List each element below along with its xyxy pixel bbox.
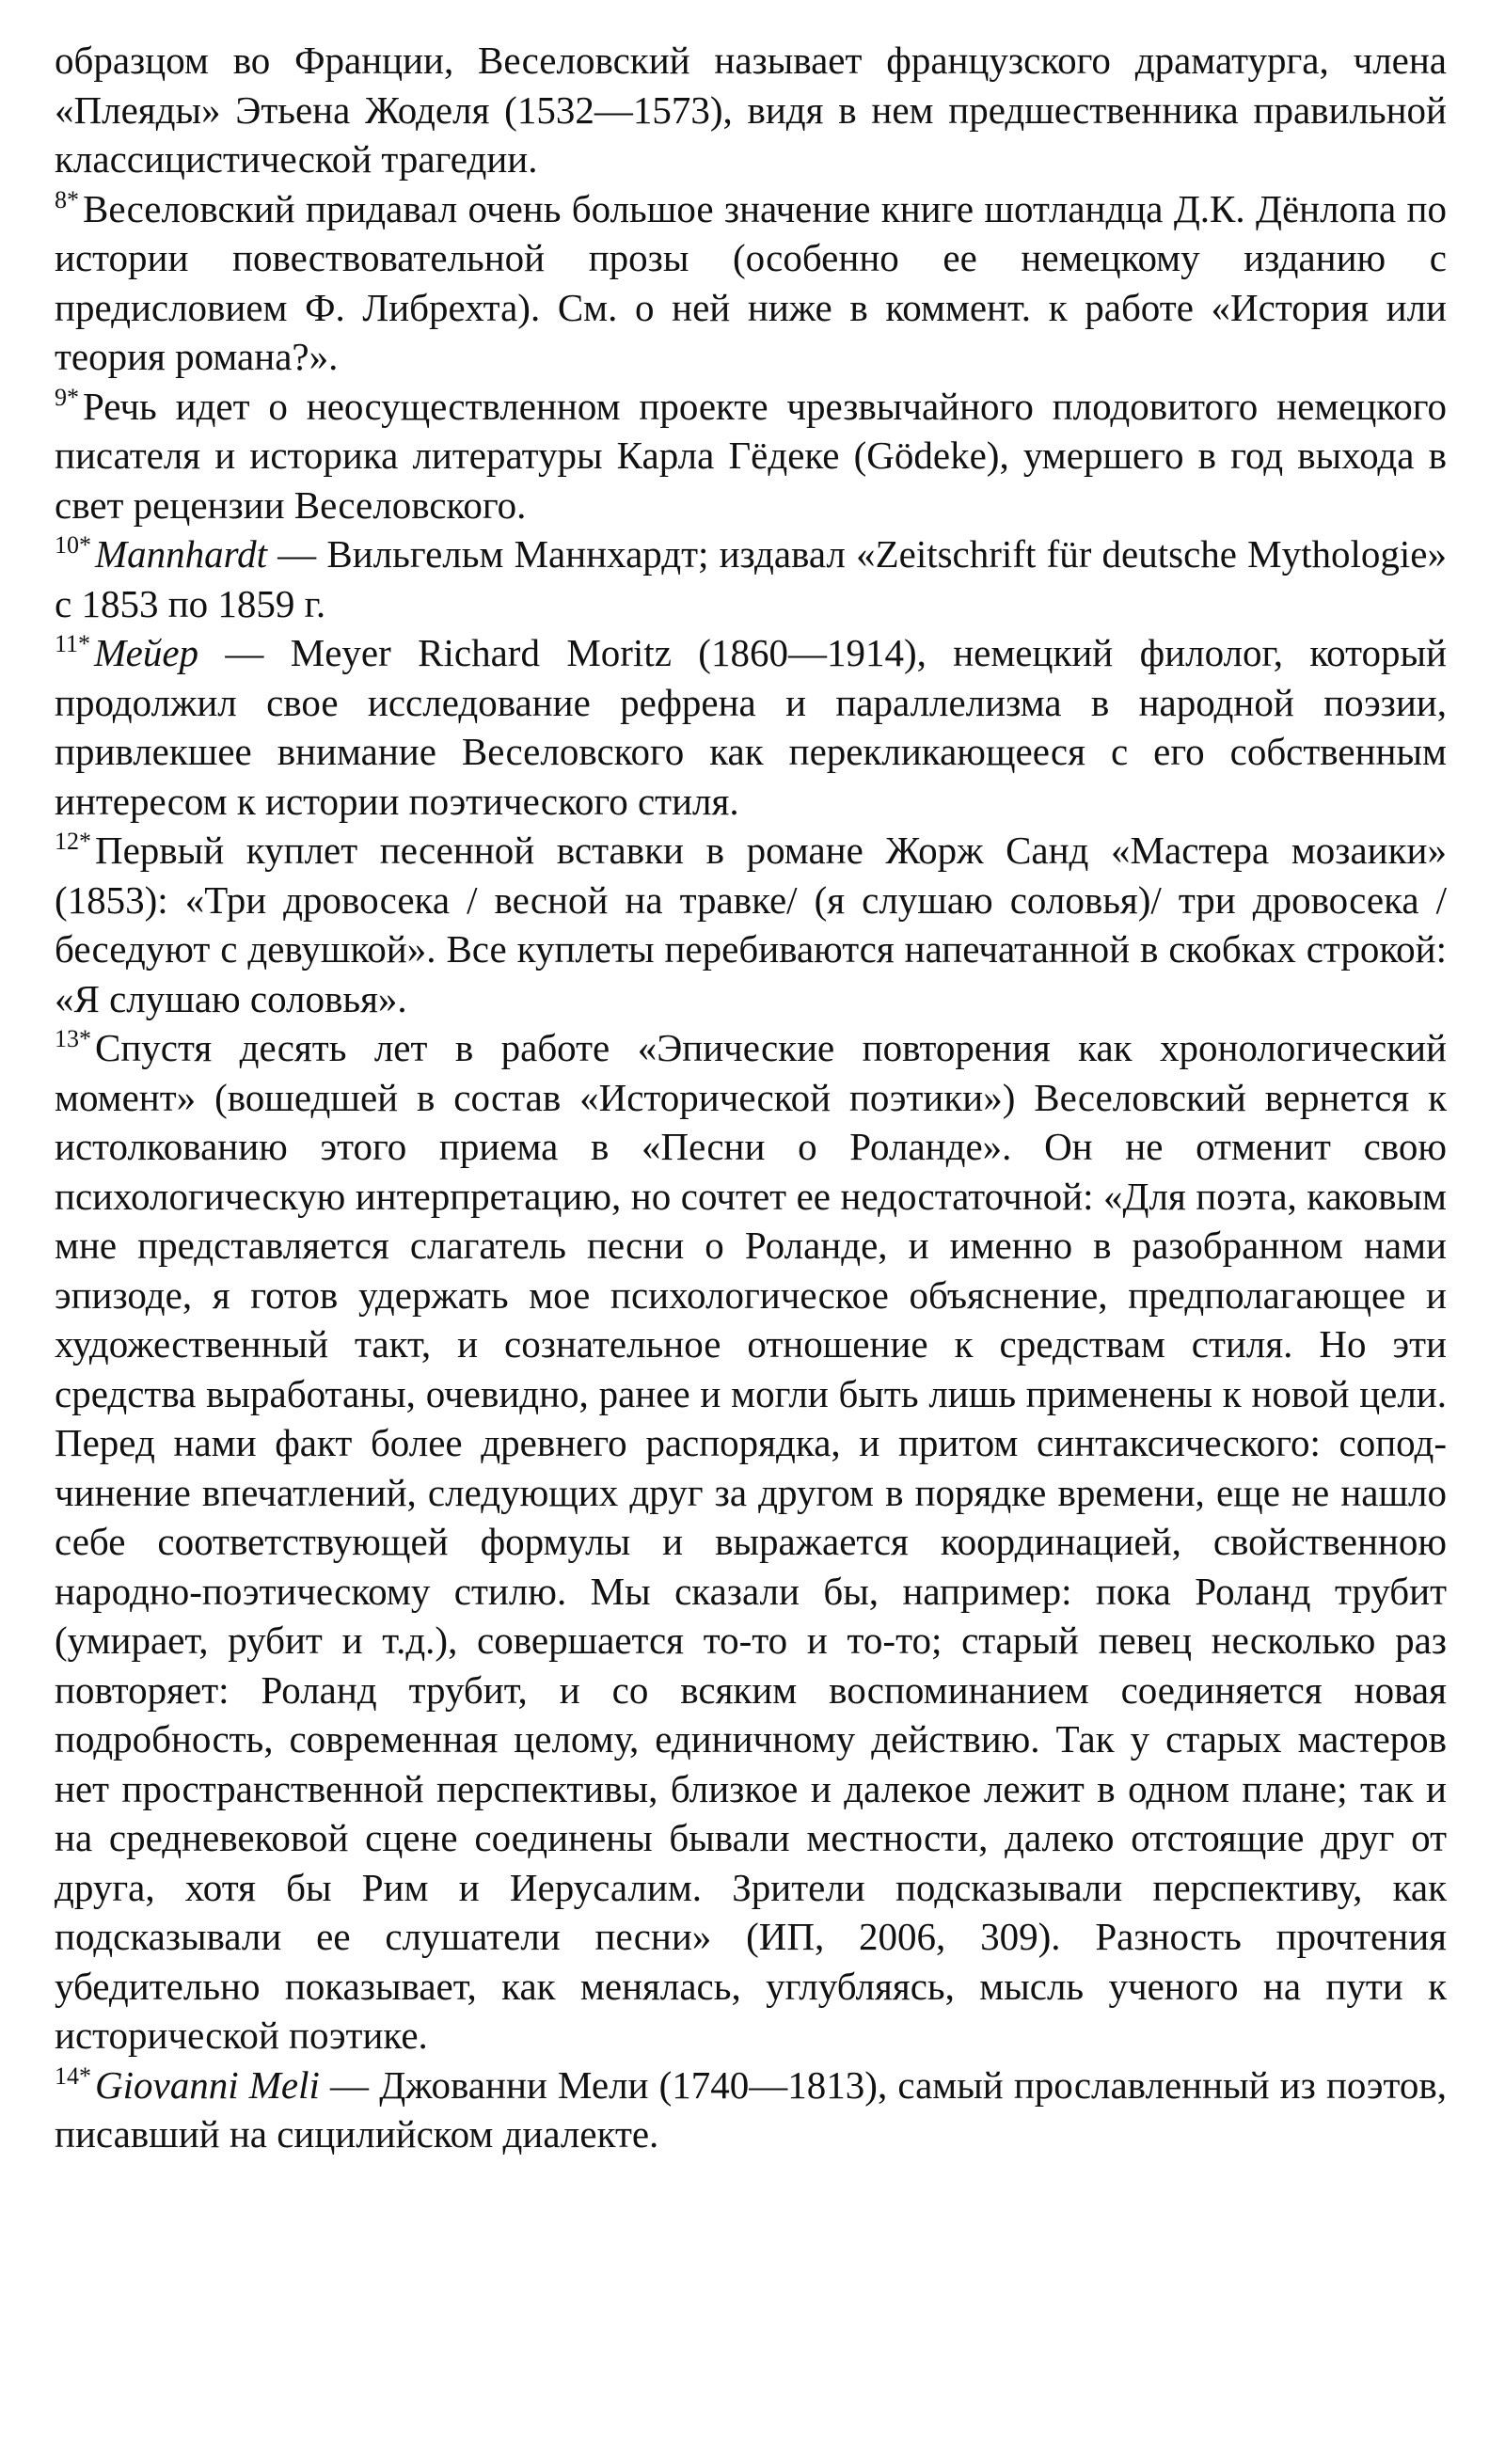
note-continuation [55,36,1447,184]
note-12 [55,826,1447,1023]
note-number: 13* [55,1025,91,1052]
note-text: образцом во Франции, Веселовский называет французского драматурга, члена «Плеяды» Этьена Жоделя (1532—1573), видя в нем предшественника правильной классицистической трагедии. [55,39,1447,181]
note-text: Первый куплет песенной вставки в романе Жорж Санд «Мастера мозаики» (1853): «Три дровосека / весной на травке/ (я слушаю соловья)/ три дровосека / беседуют с девушкой». Все куплеты перебиваются напечатанной в скобках строкой: «Я слушаю соловья». [55,829,1447,1020]
note-text: — Джованни Мели (1740—1813), самый прославленный из поэтов, писавший на сицилийском диалекте. [55,2062,1447,2156]
note-number: 10* [55,531,91,559]
note-lead: Giovanni Meli [95,2062,320,2107]
note-number: 9* [55,383,79,411]
note-text: — Meyer Richard Moritz (1860—1914), немецкий филолог, который продолжил свое исследование рефрена и параллелизма в народной поэзии, привлекшее внимание Веселовского как перекликающееся с его собственным интересом к истории поэтического стиля. [55,631,1447,823]
note-text: — Вильгельм Маннхардт; издавал «Zeitschrift für deutsche Mythologie» с 1853 по 1859 г. [55,532,1447,625]
note-9 [55,382,1447,530]
note-text: Веселовский придавал очень большое значение книге шотландца Д.К. Дёнлопа по истории повествовательной прозы (особенно ее немецкому изданию с предисловием Ф. Либрехта). См. о ней ниже в коммент. к работе «История или теория романа?». [55,186,1447,378]
note-lead: Мейер [94,631,199,674]
note-13 [55,1023,1447,2061]
footnotes-page [55,36,1447,2159]
note-10 [55,529,1447,628]
note-text: Речь идет о неосуществленном проекте чрезвычайного плодовитого немецкого писателя и историка литературы Карла Гёдеке (Gödeke), умершего в год выхода в свет рецензии Веселовского. [55,384,1447,527]
note-11 [55,628,1447,826]
note-8 [55,184,1447,382]
note-text: Спустя десять лет в работе «Эпические повторения как хронологический момент» (вошедшей в состав «Исторической поэтики») Веселовский вернется к истолкованию этого приема в «Песни о Роланде». Он не отменит свою психологическую интерпретацию, но сочтет ее недостаточной: «Для поэта, каковым мне представляется слагатель песни о Роланде, и именно в разобранном нами эпизоде, я готов удержать мое психологическое объяснение, предполагающее и художественный такт, и сознательное отношение к средствам стиля. Но эти средства выработаны, очевидно, ранее и могли быть лишь применены к новой цели. Перед нами факт более древнего распорядка, и притом синтаксического: соподчинение впечатлений, следующих друг за другом в порядке времени, еще не нашло себе соответствующей формулы и выражается координацией, свойственною народно-поэтическому стилю. Мы сказали бы, например: пока Роланд трубит (умирает, рубит и т.д.), совершается то-то и то-то; старый певец несколько раз повторяет: Роланд трубит, и со всяким воспоминанием соединяется новая подробность, современная целому, единичному действию. Так у старых мастеров нет пространственной перспективы, близкое и далекое лежит в одном плане; так и на средневековой сцене соединены бывали местности, далеко отстоящие друг от друга, хотя бы Рим и Иерусалим. Зрители подсказывали перспективу, как подсказывали ее слушатели песни» (ИП, 2006, 309). Разность прочтения убедительно показывает, как менялась, углубляясь, мысль ученого на пути к исторической поэтике. [55,1026,1447,2057]
note-14 [55,2061,1447,2159]
note-number: 14* [55,2061,91,2090]
note-number: 8* [55,185,79,213]
note-number: 11* [55,630,91,657]
note-number: 12* [55,828,91,855]
note-lead: Mannhardt [95,532,267,576]
